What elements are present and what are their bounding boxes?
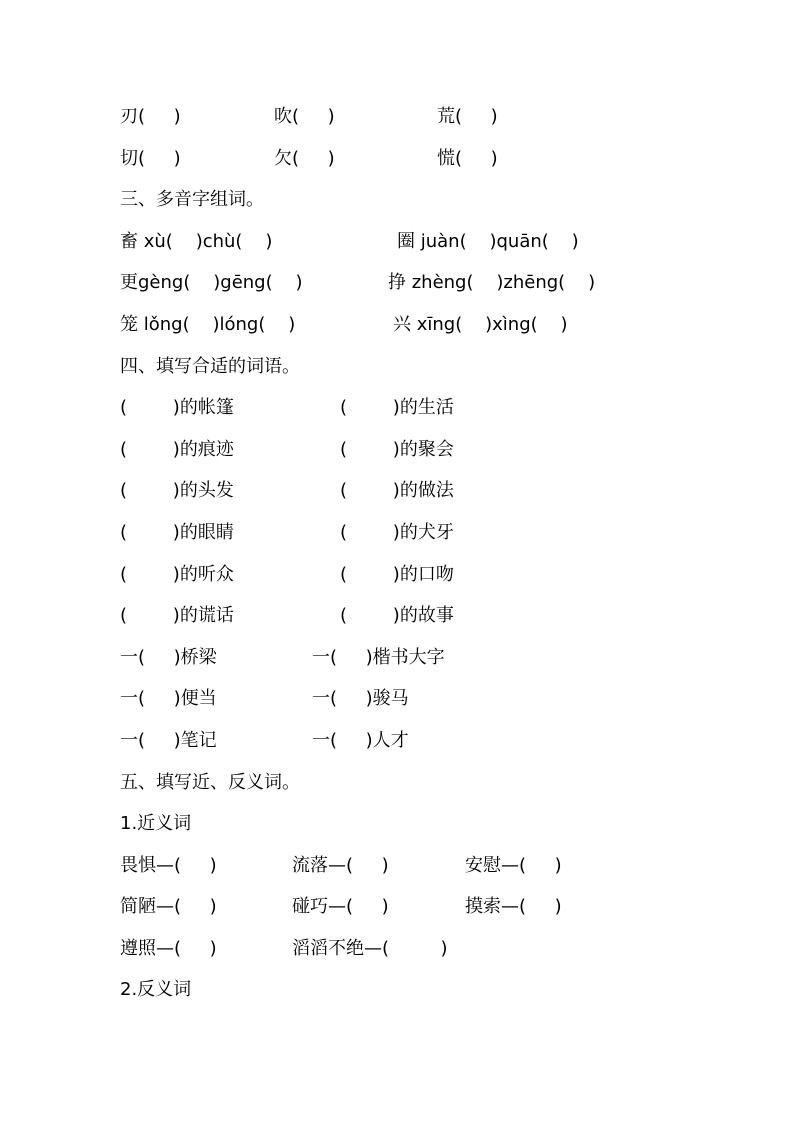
polyphone-row-1 (120, 221, 760, 263)
fill-item-huang: 荒( ) (437, 106, 498, 127)
section-heading-synonyms-antonyms: 五、填写近、反义词。 (120, 771, 300, 793)
synonyms-row-3 (120, 928, 760, 970)
words-item: ( )的眼睛 (120, 521, 234, 543)
measure-item: 一( )楷书大字 (312, 646, 445, 668)
words-item: ( )的生活 (340, 397, 454, 419)
measure-row-3 (120, 720, 760, 762)
fill-item-qian: 欠( ) (274, 147, 335, 169)
words-item: ( )的犬牙 (340, 521, 454, 543)
polyphone-row-2 (120, 262, 760, 304)
measure-item: 一( )笔记 (120, 729, 217, 751)
synonym-item: 碰巧—( ) (292, 896, 389, 918)
words-item: ( )的谎话 (120, 605, 234, 627)
polyphone-item-quan: 圈 juàn( )quān( ) (397, 230, 579, 252)
words-row-3 (120, 470, 760, 512)
fill-row-2 (120, 138, 760, 180)
fill-item-huang2: 慌( ) (437, 147, 498, 169)
polyphone-item-long: 笼 lǒng( )lóng( ) (120, 313, 296, 335)
synonym-item: 流落—( ) (292, 854, 389, 876)
words-item: ( )的头发 (120, 480, 234, 502)
measure-row-2 (120, 678, 760, 720)
synonym-item: 摸索—( ) (465, 896, 562, 918)
polyphone-item-geng: 更gèng( )gēng( ) (120, 272, 303, 294)
words-row-2 (120, 429, 760, 471)
measure-item: 一( )人才 (312, 729, 409, 751)
measure-item: 一( )骏马 (312, 688, 409, 710)
polyphone-item-chu: 畜 xù( )chù( ) (120, 230, 273, 252)
fill-item-ren: 刃( ) (120, 106, 181, 127)
words-item: ( )的帐篷 (120, 397, 234, 419)
synonym-item: 简陋—( ) (120, 896, 217, 918)
synonym-item: 安慰—( ) (465, 854, 562, 876)
words-item: ( )的口吻 (340, 563, 454, 585)
words-item: ( )的听众 (120, 563, 234, 585)
fill-item-qie: 切( ) (120, 147, 181, 169)
words-row-1 (120, 387, 760, 429)
words-row-5 (120, 554, 760, 596)
synonym-item: 遵照—( ) (120, 937, 217, 959)
synonym-item: 滔滔不绝—( ) (292, 937, 448, 959)
synonym-item: 畏惧—( ) (120, 854, 217, 876)
worksheet-page (120, 96, 760, 1011)
subheading-antonyms: 2.反义词 (120, 979, 192, 1001)
words-row-6 (120, 595, 760, 637)
polyphone-item-zheng: 挣 zhèng( )zhēng( ) (388, 272, 596, 294)
polyphone-item-xing: 兴 xīng( )xìng( ) (393, 313, 568, 335)
words-item: ( )的痕迹 (120, 438, 234, 460)
subheading-synonyms: 1.近义词 (120, 813, 192, 835)
words-item: ( )的做法 (340, 480, 454, 502)
fill-row-1 (120, 96, 760, 138)
section-heading-polyphone: 三、多音字组词。 (120, 189, 264, 211)
words-row-4 (120, 512, 760, 554)
words-item: ( )的聚会 (340, 438, 454, 460)
synonyms-row-2 (120, 886, 760, 928)
measure-item: 一( )便当 (120, 688, 217, 710)
polyphone-row-3 (120, 304, 760, 346)
words-item: ( )的故事 (340, 605, 454, 627)
synonyms-row-1 (120, 845, 760, 887)
fill-item-chui: 吹( ) (274, 106, 335, 127)
measure-row-1 (120, 637, 760, 679)
measure-item: 一( )桥梁 (120, 646, 217, 668)
section-heading-words: 四、填写合适的词语。 (120, 355, 300, 377)
